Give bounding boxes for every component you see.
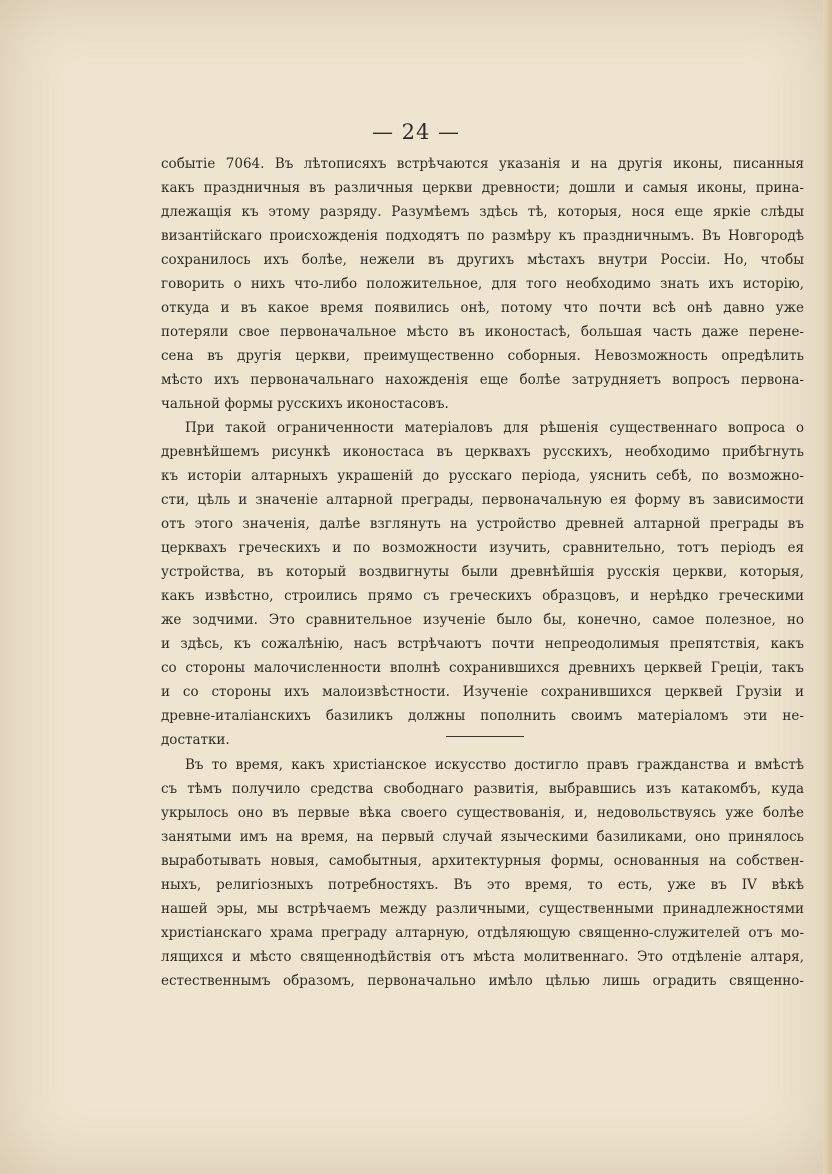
text-line: событіе 7064. Въ лѣтописяхъ встрѣчаются указанія и на другія иконы, писанныя [161,156,804,172]
text-line: сти, цѣль и значеніе алтарной преграды, первоначальную ея форму въ зависимости [161,492,804,508]
text-line: укрылось оно въ первые вѣка своего существованія, и, недовольствуясь уже болѣе [161,805,804,821]
text-block-lower [161,753,804,993]
text-line: сена въ другія церкви, преимущественно соборныя. Невозможность опредѣлить [161,348,804,364]
text-line: сохранилось ихъ болѣе, нежели въ другихъ мѣстахъ внутри Россіи. Но, чтобы [161,252,804,268]
text-line: же зодчими. Это сравнительное изученіе было бы, конечно, самое полезное, но [161,612,804,628]
text-line: и со стороны ихъ малоизвѣстности. Изученіе сохранившихся церквей Грузіи и [161,684,804,700]
text-line: При такой ограниченности матеріаловъ для рѣшенія существеннаго вопроса о [185,420,804,436]
text-line: Въ то время, какъ христіанское искусство достигло правъ гражданства и вмѣстѣ [185,757,804,773]
text-line: нашей эры, мы встрѣчаемъ между различными, существенными принадлежностями [161,901,804,917]
text-line: естественнымъ образомъ, первоначально имѣло цѣлью лишь оградить священно- [161,973,804,989]
text-line: занятыми имъ на время, на первый случай языческими базиликами, оно принялось [161,829,804,845]
text-line: мѣсто ихъ первоначальнаго нахожденія еще болѣе затрудняетъ вопросъ первона- [161,372,804,388]
text-line: византійскаго происхожденія подходятъ по размѣру къ праздничнымъ. Въ Новгородѣ [161,228,804,244]
text-line: отъ этого значенія, далѣе взглянуть на устройство древней алтарной преграды въ [161,516,804,532]
text-line: говорить о нихъ что-либо положительное, для того необходимо знать ихъ исторію, [161,276,804,292]
text-line: ныхъ, религіозныхъ потребностяхъ. Въ это время, то есть, уже въ IV вѣкѣ [161,877,804,893]
text-line: съ тѣмъ получило средства свободнаго развитія, выбравшись изъ катакомбъ, куда [161,781,804,797]
text-line: потеряли свое первоначальное мѣсто въ иконостасѣ, большая часть даже перене- [161,324,804,340]
text-line: откуда и въ какое время появились онѣ, потому что почти всѣ онѣ давно уже [161,300,804,316]
text-line: со стороны малочисленности вполнѣ сохранившихся древнихъ церквей Греціи, такъ [161,660,804,676]
text-line: христіанскаго храма преграду алтарную, отдѣляющую священно-служителей отъ мо- [161,925,804,941]
text-line: лящихся и мѣсто священнодѣйствія отъ мѣста молитвеннаго. Это отдѣленіе алтаря, [161,949,804,965]
page-number: — 24 — [371,120,461,144]
text-line: какъ извѣстно, строились прямо съ греческихъ образцовъ, и нерѣдко греческими [161,588,804,604]
text-line: длежащія къ этому разряду. Разумѣемъ здѣсь тѣ, которыя, нося еще яркіе слѣды [161,204,804,220]
text-line: къ исторіи алтарныхъ украшеній до русскаго періода, уяснить себѣ, по возможно- [161,468,804,484]
text-line: выработывать новыя, самобытныя, архитектурныя формы, основанныя на собствен- [161,853,804,869]
text-line: древнѣйшемъ рисункѣ иконостаса въ церквахъ русскихъ, необходимо прибѣгнуть [161,444,804,460]
text-line: достатки. [161,732,230,748]
text-line: какъ праздничныя въ различныя церкви древности; дошли и самыя иконы, прина- [161,180,804,196]
text-line: церквахъ греческихъ и по возможности изучить, сравнительно, тотъ періодъ ея [161,540,804,556]
text-block-upper [161,152,804,752]
text-line: устройства, въ который воздвигнуты были древнѣйшія русскія церкви, которыя, [161,564,804,580]
text-line: и здѣсь, къ сожалѣнію, насъ встрѣчаютъ почти непреодолимыя препятствія, какъ [161,636,804,652]
section-divider [446,736,524,737]
text-line: древне-италіанскихъ базиликъ должны пополнить своимъ матеріаломъ эти не- [161,708,804,724]
text-line: чальной формы русскихъ иконостасовъ. [161,396,449,412]
